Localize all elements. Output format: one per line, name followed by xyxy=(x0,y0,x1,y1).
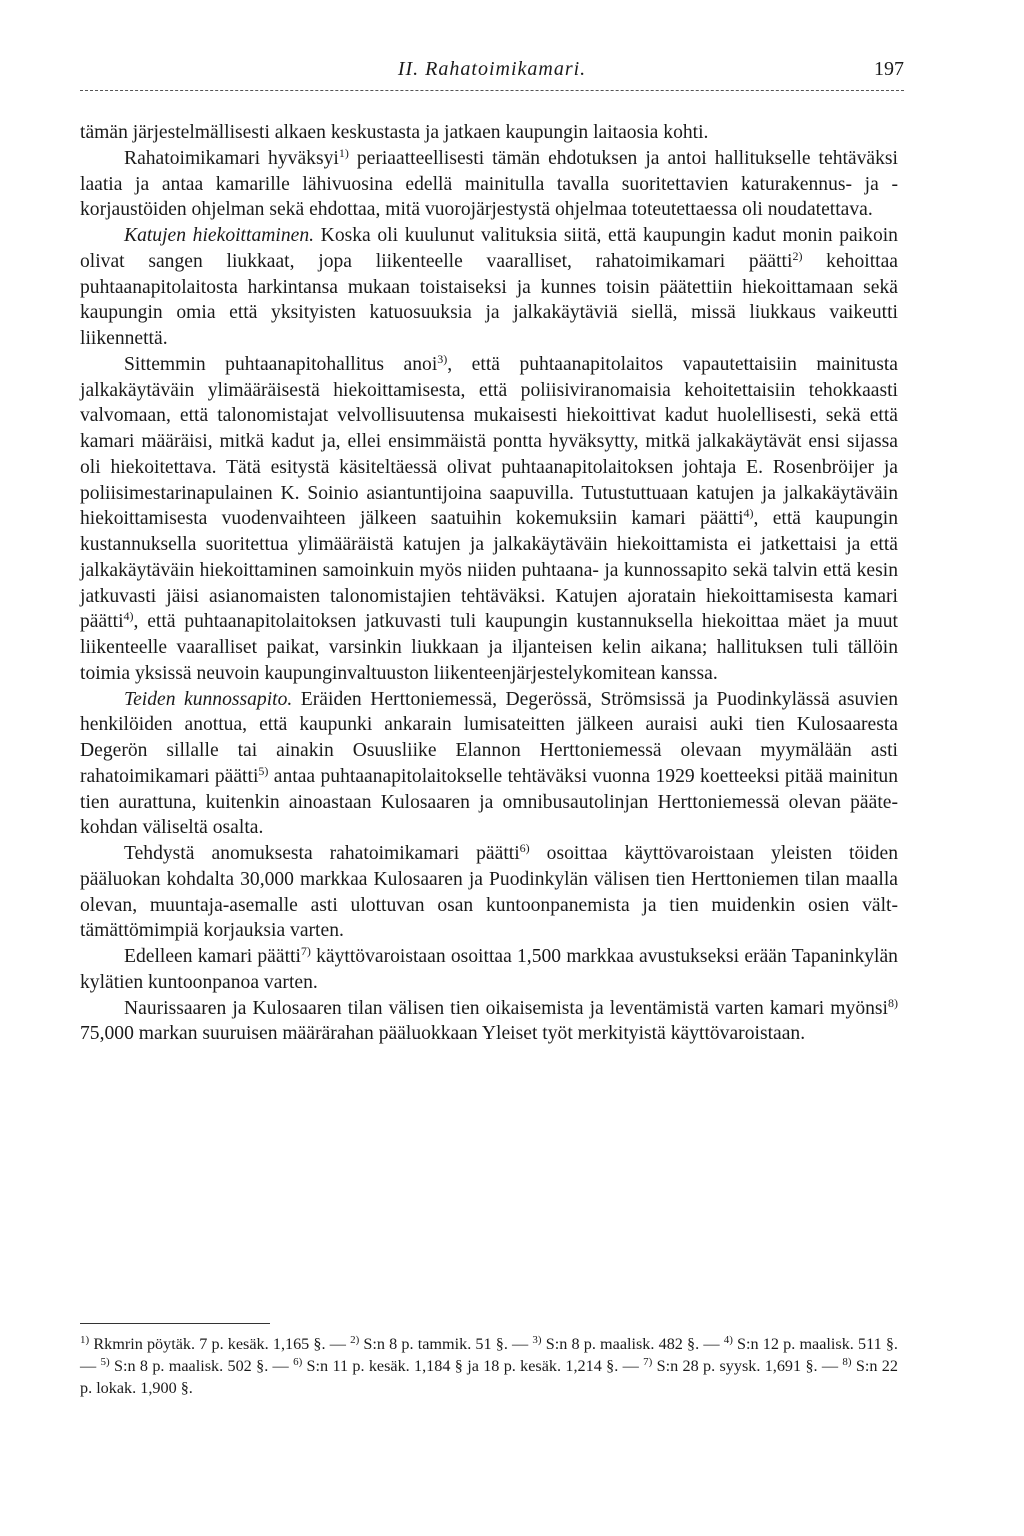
body-text xyxy=(80,120,898,1047)
footnote-ref: 2) xyxy=(792,248,803,263)
footnote-ref: 2) xyxy=(350,1334,360,1346)
text-run: tämän järjestelmällisesti alkaen keskustasta ja jatkaen kaupungin laitaosia kohti. xyxy=(80,122,709,143)
paragraph xyxy=(80,996,898,1048)
chapter-title: II. Rahatoimikamari. xyxy=(397,58,587,80)
footnote-ref: 5) xyxy=(258,763,269,778)
text-run: osoittaa käyttövaroistaan yleisten töiden pääluokan kohdalta 30,000 markkaa Kulosaaren ja Puodinkylän välisen tien Herttoniemen tilan maalla olevan, muuntaja-asemalle asti ulottuvan osan kuntoonpanemista ja tien muidenkin osien välttämättömimpiä korjauksia varten. xyxy=(80,843,898,942)
section-heading: Katujen hiekoittaminen. xyxy=(124,225,315,246)
text-run: kehoittaa puhtaanapitolaitosta harkintansa mukaan toistaiseksi ja kunnes toisin päätettiin hiekoittamaan sekä kaupungin omia että yksityisten katuosuuksia ja jalkakäytäviä siellä, missä liukkaus vaikeutti liikennettä. xyxy=(80,250,898,349)
text-run: Sittemmin puhtaanapitohallitus anoi xyxy=(124,353,438,375)
text-run: Rkmrin pöytäk. 7 p. kesäk. 1,165 §. — xyxy=(89,1335,351,1353)
text-run: antaa puhtaanapitolaitokselle tehtäväksi vuonna 1929 koetteeksi pitää mainitun tien aurattuna, kuitenkin ainoastaan Kulosaaren ja omnibusautolinjan Herttoniemessä olevan päätekohdan väliseltä osalta. xyxy=(80,765,898,839)
text-run: käyttövaroistaan osoittaa 1,500 markkaa avustukseksi erään Tapaninkylän kylätien kuntoonpanoa varten. xyxy=(80,946,898,993)
text-run: S:n 8 p. tammik. 51 §. — xyxy=(359,1335,533,1353)
text-run: Naurissaaren ja Kulosaaren tilan välisen tien oikaisemista ja leventämistä varten kamari myönsi xyxy=(124,997,888,1019)
paragraph xyxy=(80,841,898,944)
paragraph xyxy=(80,120,898,146)
text-run: , että kaupungin kustannuksella suoritettua ylimääräistä katujen ja jalkakäytäväin hiekoittamista ei jatkettaisi ja että jalkakäytäväin hiekoittaminen samoinkuin myös niiden puhtaana- ja kunnossapito sekä talvin että kesin jatkuvasti jäisi asianomaisten talonomistajien tehtäväksi. Katujen ajoratain hiekoittamisesta kamari päätti xyxy=(80,508,898,633)
text-run: S:n 8 p. maalisk. 502 §. — xyxy=(109,1357,294,1375)
footnote-ref: 1) xyxy=(338,145,349,160)
paragraph xyxy=(80,687,898,842)
running-head xyxy=(80,56,904,91)
paragraph xyxy=(80,944,898,996)
footnote-ref: 7) xyxy=(643,1356,653,1368)
footnote-ref: 3) xyxy=(437,351,448,366)
footnote-ref: 6) xyxy=(293,1356,303,1368)
text-run: S:n 11 p. kesäk. 1,184 § ja 18 p. kesäk. 1,214 §. — xyxy=(302,1357,644,1375)
text-run: Koska oli kuulunut valituksia siitä, että kaupungin kadut monin paikoin olivat sangen liukkaat, jopa liikenteelle vaaralliset, rahatoimikamari päätti xyxy=(80,225,898,272)
footnote-ref: 4) xyxy=(723,1334,733,1346)
footnote-ref: 4) xyxy=(743,506,754,521)
text-run: periaatteellisesti tämän ehdotuksen ja antoi hallitukselle tehtäväksi laatia ja antaa kamarille lähivuosina edellä mainitulla tavalla suoritettavien katurakennus- ja -korjaustöiden ohjelman sekä ehdottaa, mitä vuorojärjestystä ohjelmaa toteutettaessa oli noudatettava. xyxy=(80,147,898,221)
text-run: , että puhtaanapitolaitos vapautettaisiin mainitusta jalkakäytäväin ylimääräisestä hiekoittamisesta, että poliisiviranomaisia kehoitettaisiin tehokkaasti valvomaan, että talonomistajat velvollisuutensa mukaisesti hiekoittivat kadut huolellisesti, sekä että kamari määräisi, mitkä kadut ja, ellei ensimmäistä pontta hyväksytty, mitkä jalkakäytävät ensi sijassa oli hiekoitettava. Tätä esitystä käsiteltäessä olivat puhtaanapitolaitoksen johtaja E. Rosenbröijer ja poliisimestarinapulainen K. Soinio asiantuntijoina saapuvilla. Tutustuttuaan katujen ja jalkakäytäväin hiekoittamisesta vuodenvaihteen jälkeen saatuihin kokemuksiin kamari päätti xyxy=(80,353,898,530)
text-run: S:n 8 p. maalisk. 482 §. — xyxy=(541,1335,724,1353)
footnote-ref: 4) xyxy=(123,609,134,624)
text-run: 75,000 markan suuruisen määrärahan pääluokkaan Yleiset työt merkityistä käyttövaroistaan. xyxy=(80,1023,806,1045)
footnote-ref: 7) xyxy=(300,944,311,958)
paragraph xyxy=(80,146,898,223)
page-number: 197 xyxy=(874,58,904,80)
text-run: Rahatoimikamari hyväksyi xyxy=(124,147,339,169)
footnote-ref: 8) xyxy=(842,1356,852,1368)
footnote-ref: 5) xyxy=(100,1356,110,1368)
footnotes xyxy=(80,1333,898,1399)
text-run: S:n 12 p. maalisk. 511 §. — xyxy=(80,1335,898,1375)
footnote-ref: 8) xyxy=(888,995,898,1010)
text-run: S:n 28 p. syysk. 1,691 §. — xyxy=(652,1357,843,1375)
section-heading: Teiden kunnossapito. xyxy=(124,688,293,710)
text-run: Edelleen kamari päätti xyxy=(124,946,301,967)
text-run: , että puhtaanapitolaitoksen jatkuvasti tuli kaupungin kustannuksella hiekoittaa mäet ja muut liikenteelle vaaralliset paikat, varsinkin liukkaan ja iljanteisen kelin aikana; hallituksen tuli tällöin toimia yksissä neuvoin kaupunginvaltuuston liikenteenjärjestelykomitean kanssa. xyxy=(80,611,898,684)
text-run: Eräiden Herttoniemessä, Degerössä, Strömsissä ja Puodinkylässä asuvien henkilöiden anottua, että kaupunki ankarain lumisateitten jälkeen auraisi auki tien Kulosaaresta Degerön sillalle tai ainakin Osuusliike Elannon Herttoniemessä olevaan myymälään asti rahatoimikamari päätti xyxy=(80,688,898,787)
footnote-ref: 6) xyxy=(519,841,530,855)
footnote-ref: 3) xyxy=(532,1334,542,1346)
text-run: Tehdystä anomuksesta rahatoimikamari päätti xyxy=(124,843,520,864)
text-run: S:n 22 p. lokak. 1,900 §. xyxy=(80,1357,898,1397)
paragraph xyxy=(80,352,898,687)
footnote-rule xyxy=(80,1323,270,1324)
footnote-ref: 1) xyxy=(80,1334,90,1346)
paragraph xyxy=(80,223,898,352)
